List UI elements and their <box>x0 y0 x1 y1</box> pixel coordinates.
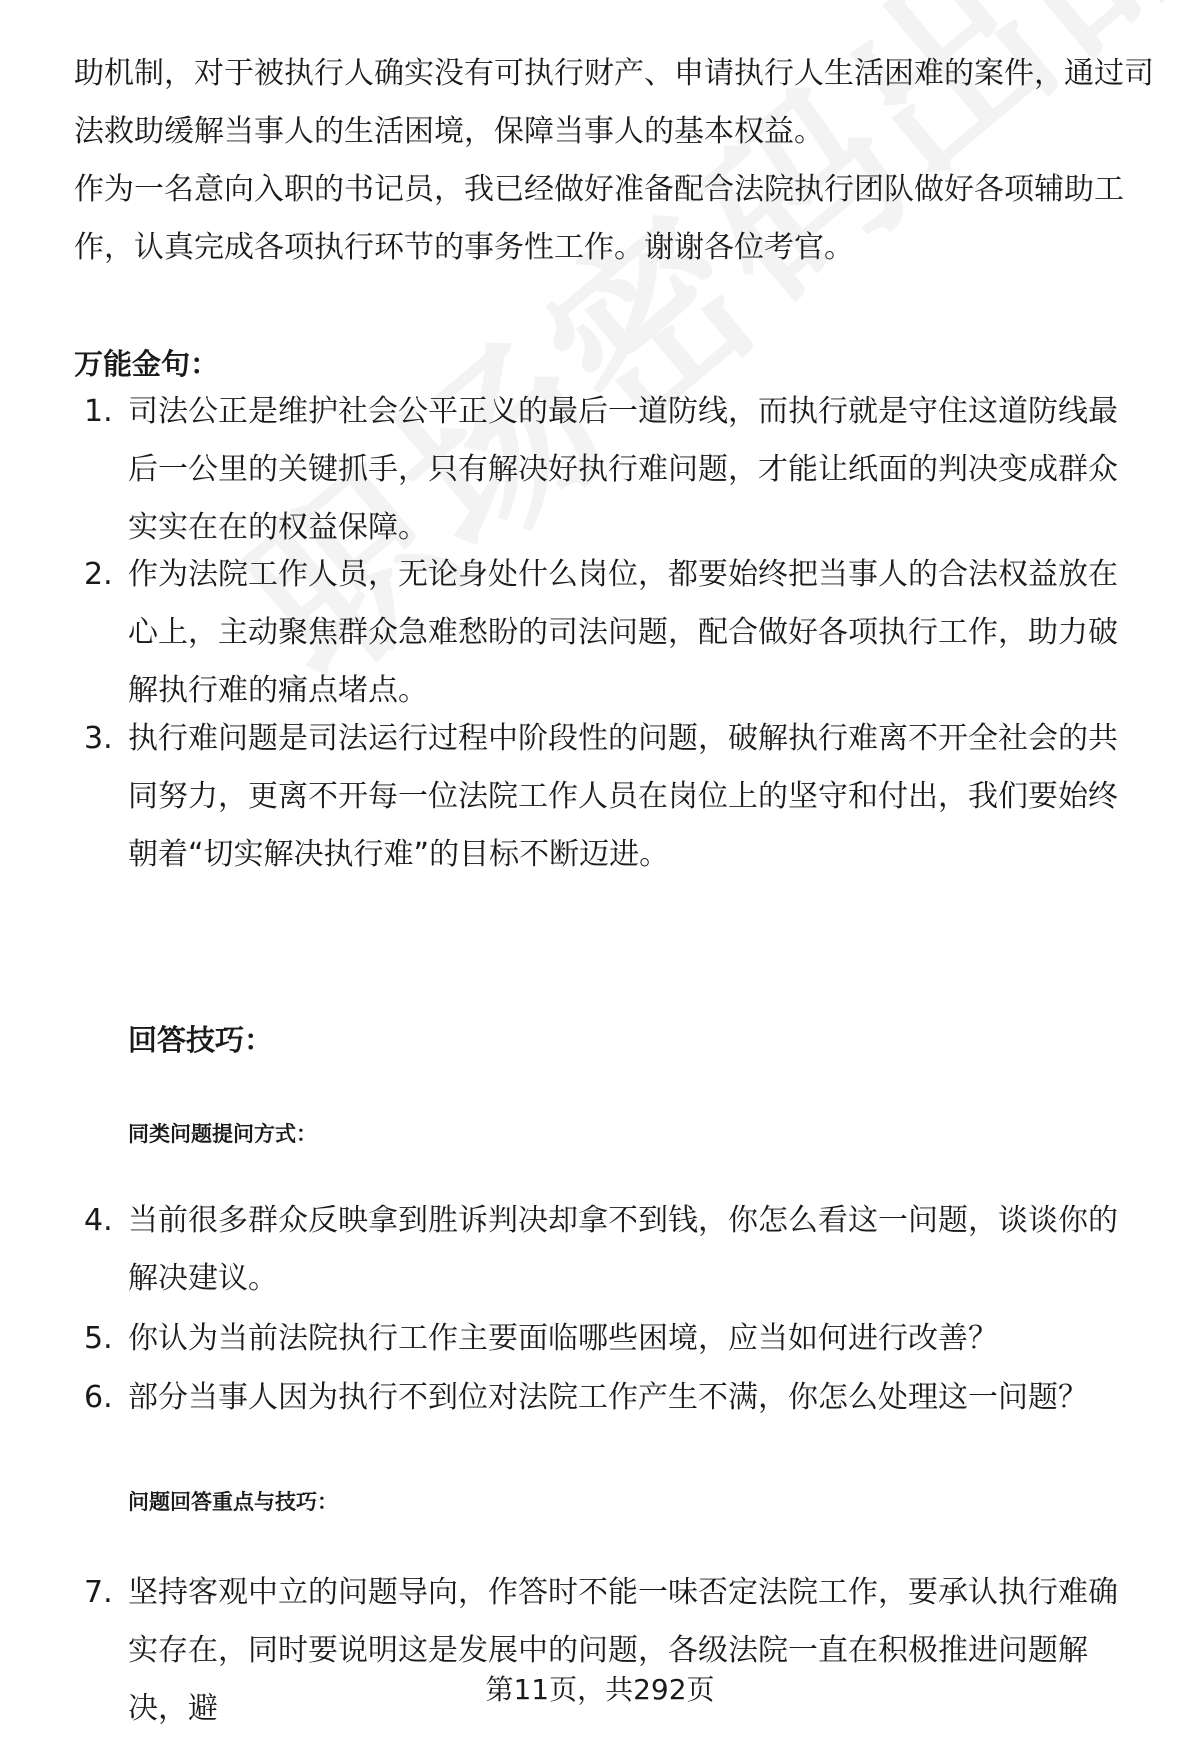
page-footer: 第11页，共292页 <box>485 1673 715 1706</box>
list-number: 1. <box>84 394 113 429</box>
list-text: 部分当事人因为执行不到位对法院工作产生不满，你怎么处理这一问题？ <box>128 1380 1088 1415</box>
list-number: 7. <box>84 1575 113 1610</box>
list-text: 你认为当前法院执行工作主要面临哪些困境，应当如何进行改善？ <box>128 1321 998 1356</box>
list-number: 4. <box>84 1203 113 1238</box>
subheading-similar: 同类问题提问方式： <box>128 1122 317 1146</box>
paragraph: 作为一名意向入职的书记员，我已经做好准备配合法院执行团队做好各项辅助工作，认真完成各项执行环节的事务性工作。谢谢各位考官。 <box>74 172 1124 265</box>
list-item <box>74 1564 1154 1738</box>
list-item <box>74 1192 1154 1308</box>
list-text: 当前很多群众反映拿到胜诉判决却拿不到钱，你怎么看这一问题，谈谈你的解决建议。 <box>128 1203 1118 1296</box>
list-text: 执行难问题是司法运行过程中阶段性的问题，破解执行难离不开全社会的共同努力，更离不开每一位法院工作人员在岗位上的坚守和付出，我们要始终朝着“切实解决执行难”的目标不断迈进。 <box>128 721 1118 872</box>
list-number: 2. <box>84 557 113 592</box>
list-item <box>74 1310 1154 1368</box>
list-number: 5. <box>84 1321 113 1356</box>
list-number: 6. <box>84 1380 113 1415</box>
section-heading-tips: 回答技巧： <box>128 1023 274 1057</box>
section-heading-golden: 万能金句： <box>74 347 220 381</box>
list-text: 作为法院工作人员，无论身处什么岗位，都要始终把当事人的合法权益放在心上，主动聚焦群众急难愁盼的司法问题，配合做好各项执行工作，助力破解执行难的痛点堵点。 <box>128 557 1118 708</box>
list-item <box>74 383 1154 557</box>
list-number: 3. <box>84 721 113 756</box>
list-item <box>74 1369 1154 1427</box>
list-text: 坚持客观中立的问题导向，作答时不能一味否定法院工作，要承认执行难确实存在，同时要说明这是发展中的问题，各级法院一直在积极推进问题解决，避 <box>128 1575 1118 1726</box>
list-text: 司法公正是维护社会公平正义的最后一道防线，而执行就是守住这道防线最后一公里的关键抓手，只有解决好执行难问题，才能让纸面的判决变成群众实实在在的权益保障。 <box>128 394 1118 545</box>
subheading-key-points: 问题回答重点与技巧： <box>128 1490 338 1514</box>
paragraph: 助机制，对于被执行人确实没有可执行财产、申请执行人生活困难的案件，通过司法救助缓解当事人的生活困境，保障当事人的基本权益。 <box>74 56 1154 149</box>
list-item <box>74 546 1154 720</box>
list-item <box>74 710 1154 884</box>
